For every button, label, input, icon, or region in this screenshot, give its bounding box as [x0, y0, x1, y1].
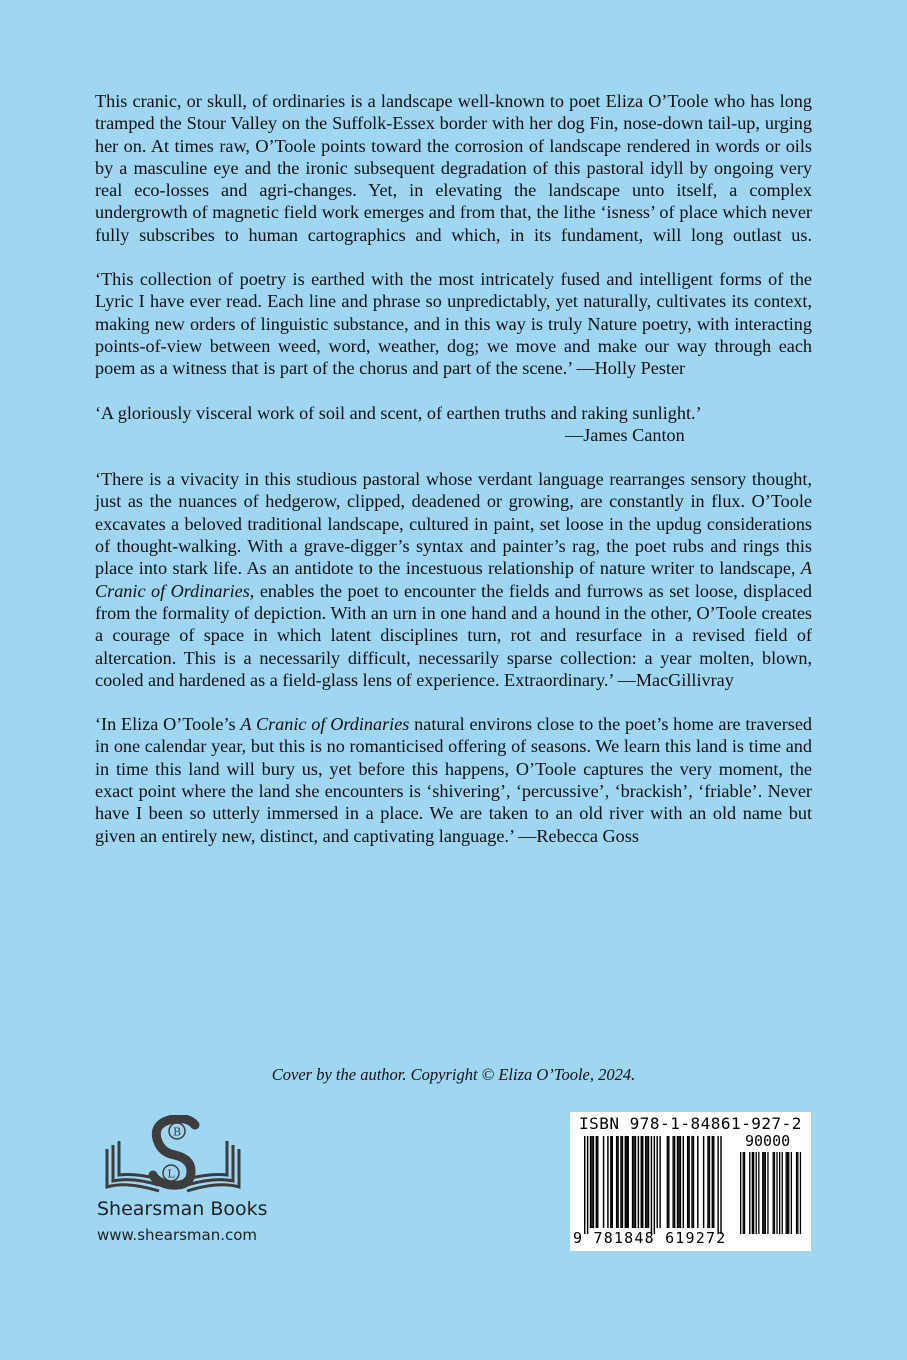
- addon-bar: [791, 1152, 792, 1234]
- barcode-bar: [603, 1136, 604, 1228]
- barcode-bar: [633, 1136, 634, 1228]
- addon-bar: [740, 1152, 741, 1234]
- publisher-name: Shearsman Books: [97, 1198, 268, 1220]
- addon-bar: [752, 1152, 753, 1234]
- addon-bar: [776, 1152, 777, 1234]
- addon-bar: [782, 1152, 783, 1234]
- barcode-bar: [717, 1136, 718, 1234]
- barcode-bar: [590, 1136, 591, 1228]
- barcode-bar: [678, 1136, 679, 1228]
- barcode-bar: [683, 1136, 684, 1228]
- barcode-bar: [642, 1136, 643, 1228]
- quote-rebecca-goss: [95, 713, 812, 847]
- barcode-bar: [616, 1136, 617, 1228]
- addon-bar: [756, 1152, 757, 1234]
- barcode-bar: [646, 1136, 647, 1228]
- barcode-bar: [703, 1136, 704, 1228]
- barcode-bar: [626, 1136, 627, 1228]
- isbn-barcode: [570, 1112, 811, 1251]
- addon-bar: [786, 1152, 787, 1234]
- isbn-label: ISBN 978-1-84861-927-2: [579, 1114, 802, 1133]
- book-title: A Cranic of Ordinaries: [240, 714, 410, 735]
- barcode-bar: [709, 1136, 710, 1228]
- barcode-bar: [707, 1136, 708, 1228]
- book-title: A Cranic of Ordinaries: [95, 558, 812, 601]
- barcode-bar: [587, 1136, 588, 1234]
- barcode-bar: [612, 1136, 613, 1228]
- barcode-bar: [620, 1136, 621, 1228]
- quote-macgillivray-part2: , enables the poet to encounter the fields and furrows as set loose, displaced from the formality of depiction. With an urn in one hand and a hound in the other, O’Toole creates a courage of space in which latent disciplines turn, rot and resurface in a revised field of altercation. This is a necessarily difficult, necessarily sparse collection: a year molten, blown, cooled and hardened as a field-glass lens of experience. Extraordinary.’ —MacGillivray: [95, 580, 812, 690]
- barcode-bar: [697, 1136, 698, 1228]
- addon-bar: [765, 1152, 766, 1234]
- barcode-bar: [691, 1136, 692, 1228]
- barcode-bar: [720, 1136, 721, 1234]
- addon-bar: [779, 1152, 780, 1234]
- barcode-bar: [584, 1136, 585, 1234]
- barcode-bar: [591, 1136, 592, 1228]
- addon-bar: [758, 1152, 759, 1234]
- barcode-bar: [654, 1136, 655, 1234]
- barcode-bar: [622, 1136, 623, 1228]
- barcode-bar: [610, 1136, 611, 1228]
- quote-holly-pester: ‘This collection of poetry is earthed with the most intricately fused and intelligent forms of the Lyric I have ever read. Each line and phrase so unpredictably, yet naturally, cultivates its context, making new orders of linguistic substance, and in this way is truly Nature poetry, with interacting points-of-view between weed, word, weather, dog; we move and make our way through each poem as a witness that is part of the chorus and part of the scene.’ —Holly Pester: [95, 269, 812, 379]
- barcode-bar: [688, 1136, 689, 1228]
- barcode-bar: [674, 1136, 675, 1228]
- barcode-bar: [657, 1136, 658, 1228]
- publisher-url[interactable]: www.shearsman.com: [97, 1226, 258, 1244]
- addon-bar: [800, 1152, 801, 1234]
- quote-james-canton: ‘A gloriously visceral work of soil and scent, of earthen truths and raking sunlight.’: [95, 402, 702, 423]
- addon-bar: [744, 1152, 745, 1234]
- barcode-bar: [593, 1136, 594, 1228]
- addon-bar: [787, 1152, 788, 1234]
- barcode-bar: [628, 1136, 629, 1228]
- barcode-bar: [687, 1136, 688, 1228]
- addon-bar: [797, 1152, 798, 1234]
- barcode-bar: [641, 1136, 642, 1228]
- barcode-bar: [667, 1136, 668, 1228]
- attribution-james-canton: —James Canton: [565, 424, 685, 445]
- barcode-bar: [659, 1136, 660, 1228]
- addon-bar: [749, 1152, 750, 1234]
- barcode-bar: [672, 1136, 673, 1228]
- quote-goss-part2: natural environs close to the poet’s home are traversed in one calendar year, but this is no romanticised offering of seasons. We learn this land is time and in time this land will bury us, yet before this happens, O’Toole captures the very moment, the exact point where the land she encounters is ‘shivering’, ‘percussive’, ‘brackish’, ‘friable’. Never have I been so utterly immersed in a place. We are taken to an old river with an old name but given an entirely new, distinct, and captivating language.’ —Rebecca Goss: [95, 714, 813, 846]
- barcode-bar: [713, 1136, 714, 1228]
- quote-macgillivray-part1: ‘There is a vivacity in this studious pastoral whose verdant language rearranges sensory thought, just as the nuances of hedgerow, clipped, deadened or growing, are constantly in flux. O’Toole excavates a beloved traditional landscape, cultured in paint, set loose in the updug considerations of thought-walking. With a grave-digger’s syntax and painter’s rag, the poet rubs and rings this place into stark life. As an antidote to the incestuous relationship of nature writer to landscape,: [95, 469, 812, 579]
- barcode-bar: [617, 1136, 618, 1228]
- addon-bar: [774, 1152, 775, 1234]
- barcode-bar: [596, 1136, 597, 1228]
- barcode-digits: 9 781848 619272: [573, 1229, 727, 1247]
- book-logo-icon: [97, 1115, 297, 1195]
- barcode-bar: [597, 1136, 598, 1228]
- logo-letter-b: B: [172, 1125, 182, 1139]
- barcode-bar: [668, 1136, 669, 1228]
- barcode-bar: [635, 1136, 636, 1228]
- addon-bar: [753, 1152, 754, 1234]
- barcode-bar: [625, 1136, 626, 1228]
- addon-bar: [773, 1152, 774, 1234]
- quote-macgillivray: [95, 468, 812, 691]
- barcode-bar: [607, 1136, 608, 1228]
- addon-bar: [762, 1152, 763, 1234]
- barcode-bar: [638, 1136, 639, 1228]
- back-cover-text: [95, 90, 812, 869]
- addon-bar: [796, 1152, 797, 1234]
- barcode-bar: [632, 1136, 633, 1228]
- addon-bar: [788, 1152, 789, 1234]
- cover-credit: Cover by the author. Copyright © Eliza O’Toole, 2024.: [271, 1065, 636, 1084]
- addon-bar: [763, 1152, 764, 1234]
- addon-digits: 90000: [745, 1132, 791, 1150]
- quote-goss-part1: ‘In Eliza O’Toole’s: [95, 714, 241, 735]
- barcode-bar: [712, 1136, 713, 1228]
- barcode-bar: [693, 1136, 694, 1228]
- barcode-bar: [651, 1136, 652, 1234]
- barcode-bar: [645, 1136, 646, 1228]
- barcode-bar: [648, 1136, 649, 1228]
- blurb-paragraph: This cranic, or skull, of ordinaries is a landscape well-known to poet Eliza O’Toole who has long tramped the Stour Valley on the Suffolk-Essex border with her dog Fin, nose-down tail-up, urging her on. At times raw, O’Toole points toward the corrosion of landscape rendered in words or oils by a masculine eye and the ironic subsequent degradation of this pastoral idyll by ongoing very real eco-losses and agri-changes. Yet, in elevating the landscape unto itself, a complex undergrowth of magnetic field work emerges and from that, the lithe ‘isness’ of place which never fully subscribes to human cartographics and which, in its fundament, will long outlast us.: [95, 91, 812, 245]
- logo-letter-l: L: [167, 1167, 175, 1181]
- addon-bar: [767, 1152, 768, 1234]
- barcode-bar: [677, 1136, 678, 1228]
- barcode-bar: [680, 1136, 681, 1228]
- addon-bar: [743, 1152, 744, 1234]
